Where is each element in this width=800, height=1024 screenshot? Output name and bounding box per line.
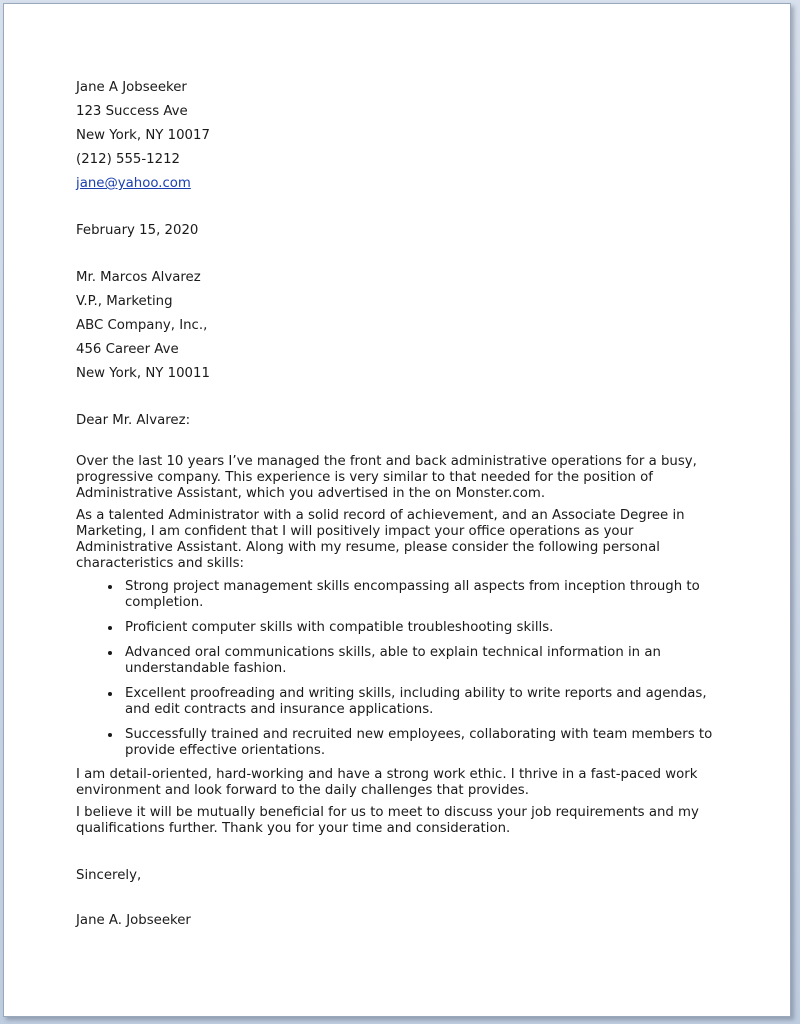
recipient-city: New York, NY 10011 [76, 366, 210, 381]
sender-city: New York, NY 10017 [76, 128, 210, 143]
list-item: • Advanced oral communications skills, able to explain technical information in an understandable fashion. [122, 644, 716, 677]
spacer [76, 386, 716, 409]
list-item: • Excellent proofreading and writing skills, including ability to write reports and agendas, and edit contracts and insurance applications. [122, 685, 716, 718]
body-paragraph-3: I am detail-oriented, hard-working and have a strong work ethic. I thrive in a fast-paced work environment and look forward to the daily challenges that provides. [76, 767, 698, 798]
document-page [3, 3, 791, 1017]
letter-date: February 15, 2020 [76, 223, 199, 238]
recipient-title: V.P., Marketing [76, 294, 173, 309]
signature-name: Jane A. Jobseeker [76, 913, 191, 928]
recipient-company: ABC Company, Inc., [76, 318, 208, 333]
sender-block [76, 76, 716, 196]
spacer [76, 433, 716, 454]
spacer [76, 196, 716, 219]
spacer [76, 843, 716, 864]
recipient-street: 456 Career Ave [76, 342, 179, 357]
skills-list [76, 578, 716, 759]
salutation: Dear Mr. Alvarez: [76, 413, 191, 428]
list-item: • Proficient computer skills with compatible troubleshooting skills. [122, 619, 716, 636]
body-paragraph-1: Over the last 10 years I’ve managed the front and back administrative operations for a busy, progressive company. This experience is very similar to that needed for the position of Administrative Assistant, which you advertised in the on Monster.com. [76, 454, 697, 501]
cover-letter [76, 76, 716, 933]
body-paragraph-4: I believe it will be mutually beneficial for us to meet to discuss your job requirements and my qualifications further. Thank you for your time and consideration. [76, 805, 699, 836]
closing: Sincerely, [76, 868, 142, 883]
spacer [76, 243, 716, 266]
sender-email-link[interactable]: jane@yahoo.com [76, 176, 191, 191]
sender-phone: (212) 555-1212 [76, 152, 180, 167]
body-paragraph-2: As a talented Administrator with a solid record of achievement, and an Associate Degree in Marketing, I am confident that I will positively impact your office operations as your Administrative Assistant. Along with my resume, please consider the following personal characteristics and skills: [76, 508, 685, 571]
list-item: • Successfully trained and recruited new employees, collaborating with team members to provide effective orientations. [122, 726, 716, 759]
sender-name: Jane A Jobseeker [76, 80, 187, 95]
list-item: • Strong project management skills encompassing all aspects from inception through to completion. [122, 578, 716, 611]
sender-street: 123 Success Ave [76, 104, 188, 119]
spacer [76, 888, 716, 909]
recipient-name: Mr. Marcos Alvarez [76, 270, 201, 285]
recipient-block [76, 266, 716, 386]
